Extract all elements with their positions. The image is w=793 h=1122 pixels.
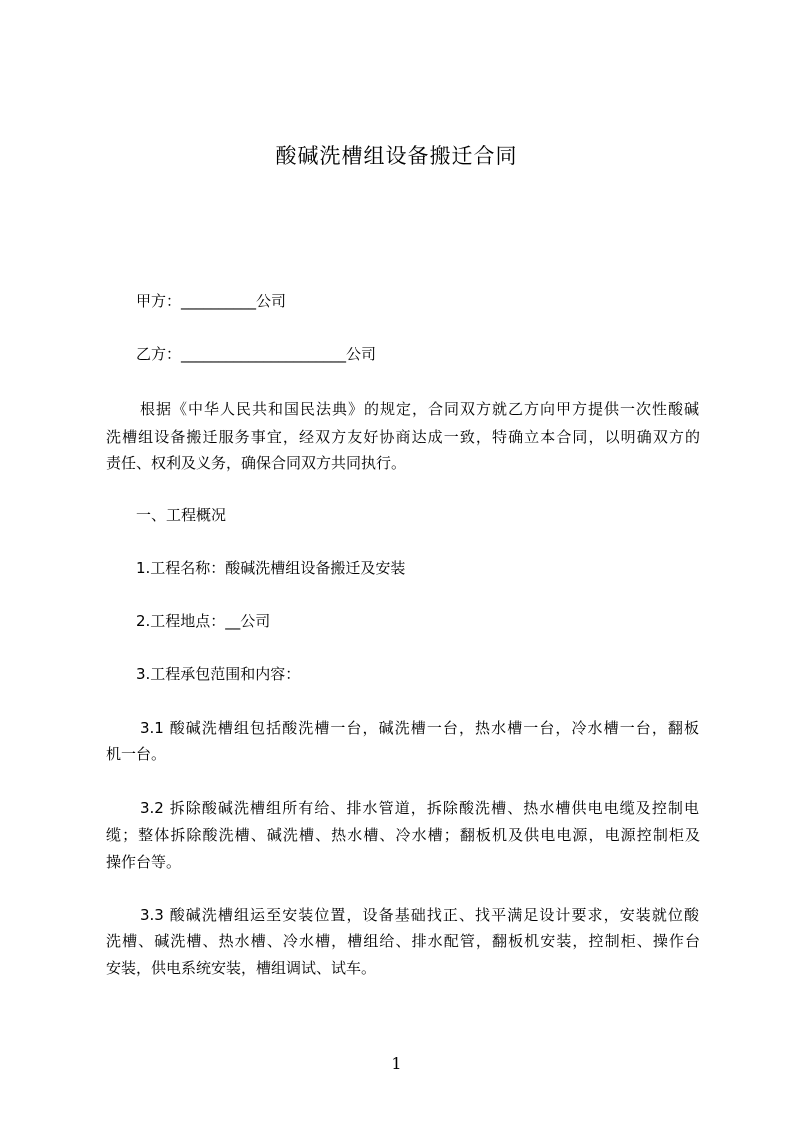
document-title: 酸碱洗槽组设备搬迁合同 (275, 144, 518, 168)
party-b-line: 乙方：______________________公司 (136, 345, 377, 363)
paragraph-line: 3.3 酸碱洗槽组运至安装位置，设备基础找正、找平满足设计要求，安装就位酸 (140, 906, 699, 924)
list-item: 2.工程地点：__公司 (136, 612, 271, 630)
paragraph-line: 责任、权利及义务，确保合同双方共同执行。 (106, 454, 407, 472)
paragraph-line: 3.1 酸碱洗槽组包括酸洗槽一台，碱洗槽一台，热水槽一台，冷水槽一台，翻板 (140, 719, 699, 737)
list-item: 1.工程名称：酸碱洗槽组设备搬迁及安装 (136, 559, 406, 577)
page-number: 1 (391, 1054, 402, 1073)
paragraph-line: 安装，供电系统安装，槽组调试、试车。 (106, 959, 377, 977)
paragraph-line: 缆；整体拆除酸洗槽、碱洗槽、热水槽、冷水槽；翻板机及供电电源，电源控制柜及 (106, 826, 700, 844)
paragraph-line: 操作台等。 (106, 853, 182, 871)
list-item: 3.工程承包范围和内容： (136, 665, 301, 683)
paragraph-line: 根据《中华人民共和国民法典》的规定，合同双方就乙方向甲方提供一次性酸碱 (140, 400, 699, 418)
paragraph-line: 洗槽、碱洗槽、热水槽、冷水槽，槽组给、排水配管，翻板机安装，控制柜、操作台 (106, 932, 700, 950)
paragraph-line: 机一台。 (106, 745, 167, 763)
section-heading: 一、工程概况 (136, 506, 227, 524)
paragraph-line: 3.2 拆除酸碱洗槽组所有给、排水管道，拆除酸洗槽、热水槽供电电缆及控制电 (140, 799, 699, 817)
party-a-line: 甲方：__________公司 (136, 292, 287, 310)
paragraph-line: 洗槽组设备搬迁服务事宜，经双方友好协商达成一致，特确立本合同，以明确双方的 (106, 428, 700, 446)
